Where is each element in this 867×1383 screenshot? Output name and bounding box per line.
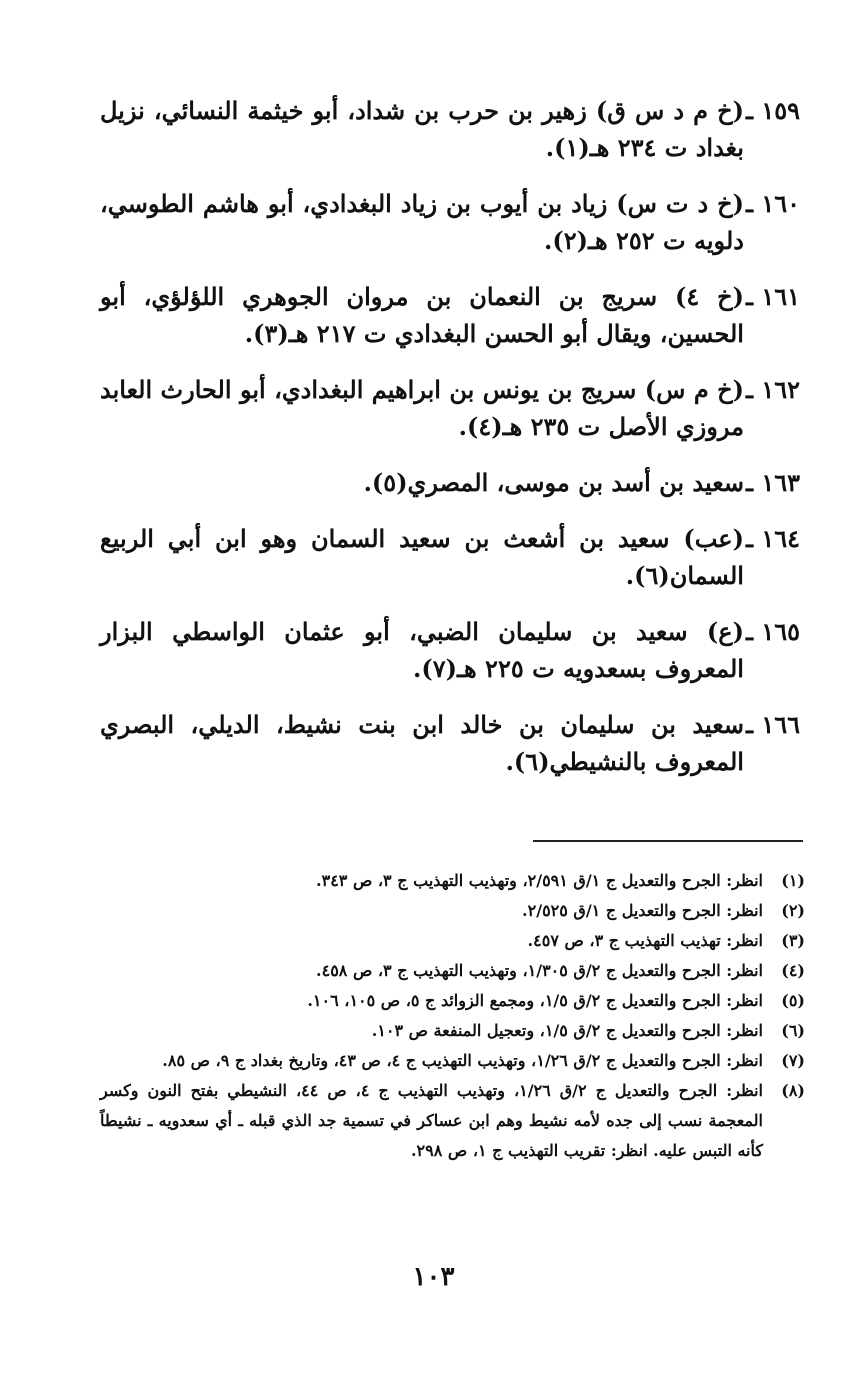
footnote-4 [100,956,805,986]
entry-number: ١٦٢ ـ [745,375,800,404]
footnote-7 [100,1046,805,1076]
footnote-number: (٦) [781,1021,805,1040]
entry-165 [100,613,800,687]
entry-number: ١٦٦ ـ [745,710,800,739]
footnote-3 [100,926,805,956]
footnote-divider [533,840,803,842]
footnote-2 [100,896,805,926]
entry-162 [100,371,800,445]
entry-number: ١٥٩ ـ [745,96,800,125]
footnote-text: انظر: الجرح والتعديل ج ١/ق ٢/٥٩١، وتهذيب التهذيب ج ٣، ص ٣٤٣. [316,871,763,890]
footnote-number: (٧) [781,1051,805,1070]
footnote-6 [100,1016,805,1046]
footnote-text: انظر: تهذيب التهذيب ج ٣، ص ٤٥٧. [527,931,763,950]
entry-text: سعيد بن أسد بن موسى، المصري(٥). [363,468,744,497]
footnote-1 [100,866,805,896]
entry-text: (خ د ت س) زياد بن أيوب بن زياد البغدادي، أبو هاشم الطوسي، دلويه ت ٢٥٢ هـ(٢). [100,189,744,255]
footnote-number: (٣) [781,931,805,950]
entry-163 [100,464,800,501]
entry-text: سعيد بن سليمان بن خالد ابن بنت نشيط، الديلي، البصري المعروف بالنشيطي(٦). [100,710,744,776]
footnote-text: انظر: الجرح والتعديل ج ٢/ق ١/٣٠٥، وتهذيب التهذيب ج ٣، ص ٤٥٨. [316,961,763,980]
entry-159 [100,92,800,166]
entry-number: ١٦٠ ـ [745,189,800,218]
entry-text: (خ م د س ق) زهير بن حرب بن شداد، أبو خيثمة النسائي، نزيل بغداد ت ٢٣٤ هـ(١). [100,96,744,162]
footnote-text: انظر: الجرح والتعديل ج ٢/ق ١/٢٦، وتهذيب التهذيب ج ٤، ص ٤٣، وتاريخ بغداد ج ٩، ص ٨٥. [162,1051,763,1070]
entry-164 [100,520,800,594]
footnote-text: انظر: الجرح والتعديل ج ٢/ق ١/٥، وتعجيل المنفعة ص ١٠٣. [371,1021,763,1040]
entry-text: (ع) سعيد بن سليمان الضبي، أبو عثمان الواسطي البزار المعروف بسعدويه ت ٢٢٥ هـ(٧). [100,617,744,683]
footnote-number: (٢) [781,901,805,920]
entry-text: (خ م س) سريج بن يونس بن ابراهيم البغدادي، أبو الحارث العابد مروزي الأصل ت ٢٣٥ هـ(٤). [100,375,744,441]
page-number: ١٠٣ [412,1262,455,1292]
entry-number: ١٦٤ ـ [745,524,800,553]
footnotes [100,866,805,1166]
entry-text: (خ ٤) سريج بن النعمان بن مروان الجوهري اللؤلؤي، أبو الحسين، ويقال أبو الحسن البغدادي ت ٢١٧ هـ(٣). [100,282,744,348]
entry-number: ١٦٣ ـ [745,468,800,497]
footnote-8 [100,1076,805,1166]
entry-160 [100,185,800,259]
footnote-number: (٤) [781,961,805,980]
footnote-number: (٨) [781,1081,805,1100]
entry-text: (عب) سعيد بن أشعث بن سعيد السمان وهو ابن أبي الربيع السمان(٦). [100,524,744,590]
entry-number: ١٦٥ ـ [745,617,800,646]
entry-161 [100,278,800,352]
footnote-5 [100,986,805,1016]
footnote-number: (٥) [781,991,805,1010]
footnote-number: (١) [781,871,805,890]
biography-entries [100,92,800,799]
footnote-text: انظر: الجرح والتعديل ج ٢/ق ١/٢٦، وتهذيب التهذيب ج ٤، ص ٤٤، النشيطي بفتح النون وكسر المعجمة نسب إلى جده لأمه نشيط وهم ابن عساكر في تسمية جد الذي قبله ـ أي سعدويه ـ نشيطاً كأنه التبس عليه. انظر: تقريب التهذيب ج ١، ص ٢٩٨. [100,1081,763,1160]
footnote-text: انظر: الجرح والتعديل ج ١/ق ٢/٥٢٥. [522,901,763,920]
footnote-text: انظر: الجرح والتعديل ج ٢/ق ١/٥، ومجمع الزوائد ج ٥، ص ١٠٥، ١٠٦. [307,991,763,1010]
entry-number: ١٦١ ـ [745,282,800,311]
entry-166 [100,706,800,780]
